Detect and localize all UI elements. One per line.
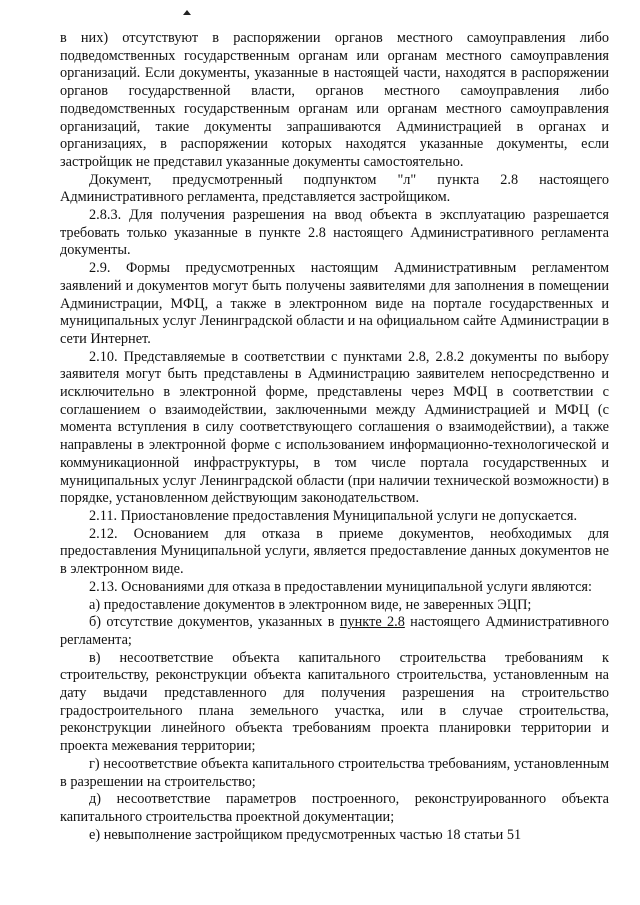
list-item-prefix: г) xyxy=(89,755,100,772)
list-item-text: отсутствие документов, указанных в xyxy=(106,614,340,631)
list-item-prefix: в) xyxy=(89,649,101,666)
paragraph-2-12: 2.12. Основанием для отказа в приеме документов, необходимых для предоставления Муниципальной услуги, является предоставление данных документов не в электронном виде. xyxy=(60,525,609,578)
document-page xyxy=(60,30,609,844)
list-item-prefix: б) xyxy=(89,614,102,631)
list-item-b xyxy=(60,614,609,649)
list-item-text-after: настоящего Административного регламента; xyxy=(60,614,609,648)
list-item-text: предоставление документов в электронном виде, не заверенных ЭЦП; xyxy=(103,596,532,613)
link-punkt-2-8[interactable]: пункте 2.8 xyxy=(339,614,405,631)
list-item-text: несоответствие объекта капитального строительства требованиям, установленным в разрешении на строительство; xyxy=(60,755,609,790)
paragraph-2-11: 2.11. Приостановление предоставления Муниципальной услуги не допускается. xyxy=(89,507,578,524)
list-item-d xyxy=(60,791,609,826)
list-item-prefix: д) xyxy=(89,791,102,808)
list-item-prefix: а) xyxy=(89,596,101,613)
paragraph-2-8-3: 2.8.3. Для получения разрешения на ввод объекта в эксплуатацию разрешается требовать только указанные в пункте 2.8 настоящего Административного регламента документы. xyxy=(60,207,609,259)
list-item-text: невыполнение застройщиком предусмотренных частью 18 статьи 51 xyxy=(103,826,522,843)
list-item-a xyxy=(60,597,609,615)
list-item-text: несоответствие параметров построенного, реконструированного объекта капитального строительства проектной документации; xyxy=(60,791,609,825)
list-item-prefix: е) xyxy=(89,826,101,843)
list-item-v xyxy=(60,650,609,756)
list-item-text: несоответствие объекта капитального строительства требованиям к строительству, реконструкции объекта капитального строительства, установленным на дату выдачи представленного для получения разрешения на строительство градостроительного плана земельного участка, или в случае строительства, реконструкции линейного объекта требованиям проекта планировки территории и проекта межевания территории; xyxy=(60,649,610,755)
paragraph-2-10: 2.10. Представляемые в соответствии с пунктами 2.8, 2.8.2 документы по выбору заявителя могут быть представлены в Администрацию заявителем непосредственно и исключительно в электронной форме, представлены через МФЦ в соответствии с соглашением о взаимодействии, заключенными между Администрацией и МФЦ (с момента вступления в силу соответствующего соглашения о взаимодействии), а также направлены в электронной форме с использованием информационно-технологической и коммуникационной инфраструктуры, в том числе портала государственных и муниципальных услуг Ленинградской области (при наличии технической возможности) в порядке, установленном действующим законодательством. xyxy=(60,348,609,507)
list-item-e xyxy=(60,827,609,845)
paragraph-2-9: 2.9. Формы предусмотренных настоящим Административным регламентом заявлений и документов могут быть получены заявителями для заполнения в помещении Администрации, МФЦ, а также в электронном виде на портале государственных и муниципальных услуг Ленинградской области и на официальном сайте Администрации в сети Интернет. xyxy=(60,260,609,347)
list-item-g xyxy=(60,756,609,791)
paragraph-documents-request: в них) отсутствуют в распоряжении органов местного самоуправления либо подведомственных государственным органам или органам местного самоуправления организаций. Если документы, указанные в настоящей части, находятся в распоряжении органов государственной власти, органов местного самоуправления либо подведомственных государственным органам или органам местного самоуправления организаций, такие документы запрашиваются Администрацией в органах и организациях, в распоряжении которых находятся указанные документы, если застройщик не представил указанные документы самостоятельно. xyxy=(60,30,609,170)
paragraph-2-13: 2.13. Основаниями для отказа в предоставлении муниципальной услуги являются: xyxy=(89,578,592,595)
scan-mark xyxy=(183,10,191,15)
paragraph-document-l: Документ, предусмотренный подпунктом "л" пункта 2.8 настоящего Административного регламента, представляется застройщиком. xyxy=(60,171,609,206)
